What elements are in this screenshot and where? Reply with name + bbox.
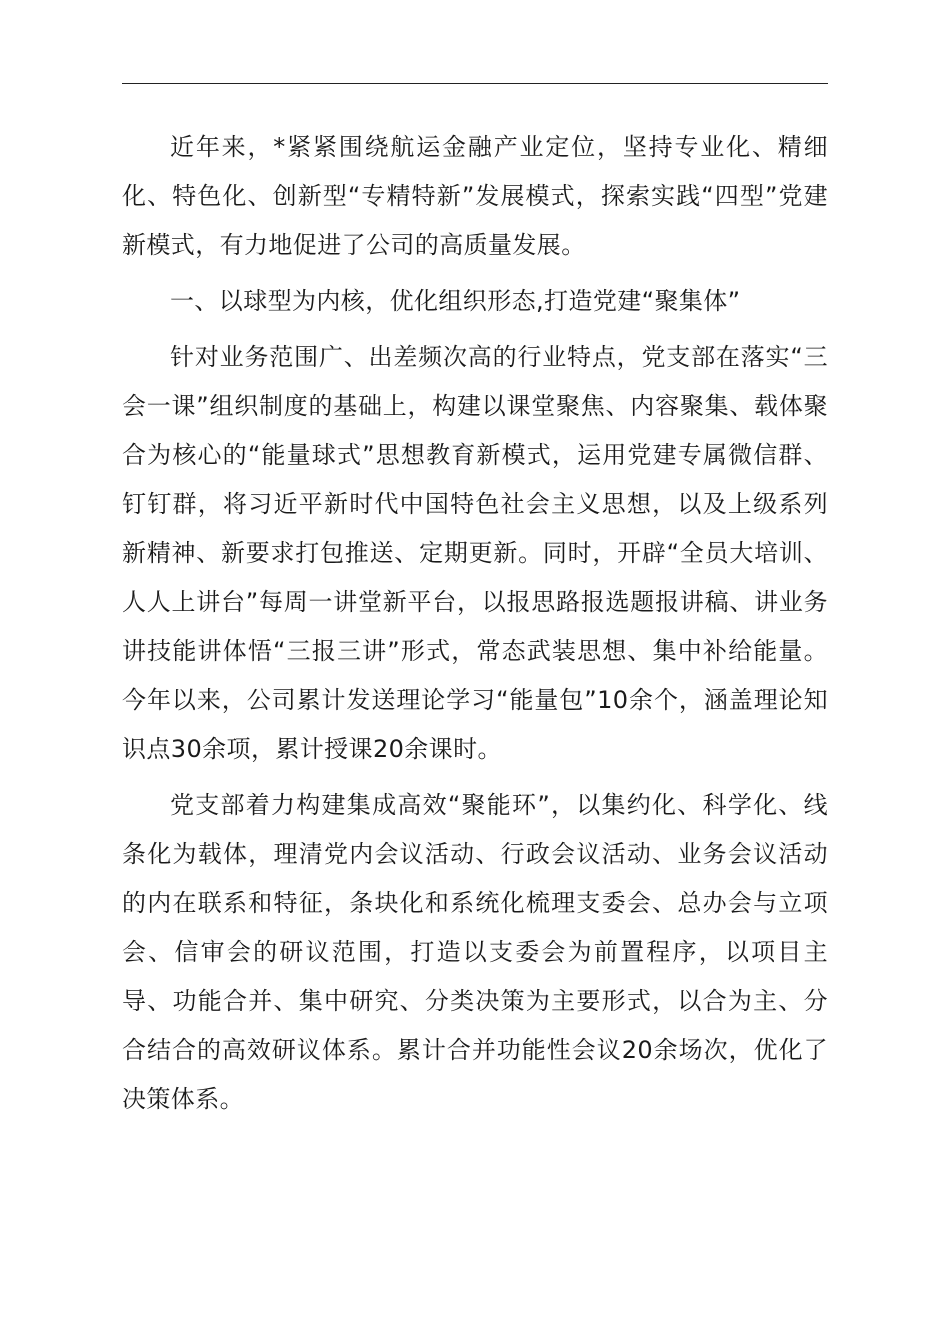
section-heading: 一、以球型为内核，优化组织形态,打造党建“聚集体” xyxy=(170,287,741,315)
intro-paragraph: 近年来，*紧紧围绕航运金融产业定位，坚持专业化、精细化、特色化、创新型“专精特新”发展模式，探索实践“四型”党建新模式，有力地促进了公司的高质量发展。 xyxy=(122,133,828,259)
body-paragraph: 党支部着力构建集成高效“聚能环”，以集约化、科学化、线条化为载体，理清党内会议活动、行政会议活动、业务会议活动的内在联系和特征，条块化和系统化梳理支委会、总办会与立项会、信审会的研议范围，打造以支委会为前置程序，以项目主导、功能合并、集中研究、分类决策为主要形式，以合为主、分合结合的高效研议体系。累计合并功能性会议20余场次，优化了决策体系。 xyxy=(122,791,828,1113)
body-paragraph: 针对业务范围广、出差频次高的行业特点，党支部在落实“三会一课”组织制度的基础上，构建以课堂聚焦、内容聚集、载体聚合为核心的“能量球式”思想教育新模式，运用党建专属微信群、钉钉群，将习近平新时代中国特色社会主义思想，以及上级系列新精神、新要求打包推送、定期更新。同时，开辟“全员大培训、人人上讲台”每周一讲堂新平台，以报思路报选题报讲稿、讲业务讲技能讲体悟“三报三讲”形式，常态武装思想、集中补给能量。今年以来，公司累计发送理论学习“能量包”10余个，涵盖理论知识点30余项，累计授课20余课时。 xyxy=(122,343,828,763)
header-rule xyxy=(122,83,828,84)
document-body xyxy=(122,123,828,1124)
